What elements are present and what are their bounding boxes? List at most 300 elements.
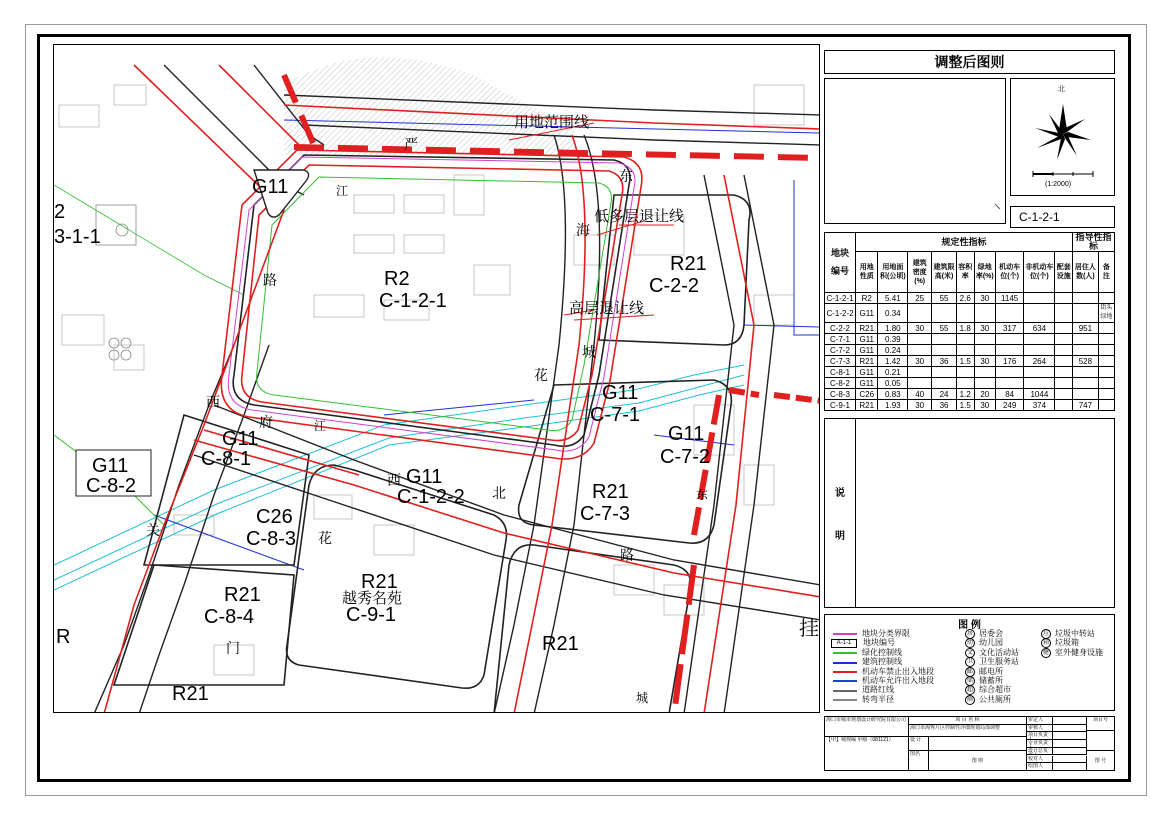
table-cell: 374 — [1024, 400, 1055, 411]
tb-designer-label: 设 计 — [909, 737, 929, 751]
tb-item-no: 项目号 — [1087, 717, 1115, 731]
parcel-label-code: C-8-2 — [86, 475, 137, 497]
table-cell: 街头绿地 — [1098, 304, 1114, 323]
table-cell — [1073, 389, 1099, 400]
tb-role-label: 项目负责 — [1027, 732, 1053, 740]
street-char: R — [56, 626, 71, 648]
legend-item — [965, 667, 1019, 676]
table-cell: 24 — [932, 389, 957, 400]
table-cell — [1055, 356, 1073, 367]
table-cell — [908, 304, 932, 323]
street-char: 府 — [259, 414, 273, 430]
table-cell — [1098, 334, 1114, 345]
legend-item — [965, 648, 1019, 657]
table-cell: 747 — [1073, 400, 1099, 411]
table-cell: 249 — [996, 400, 1024, 411]
parcel-label-code: 3-1-1 — [54, 226, 101, 248]
table-cell: G11 — [856, 378, 878, 389]
table-cell: 0.39 — [878, 334, 908, 345]
low-rise-setback-annotation: 低多层退让线 — [594, 208, 685, 225]
table-cell — [1098, 293, 1114, 304]
street-char: 花 — [318, 530, 332, 546]
legend-code-swatch: A-1-1 — [831, 639, 857, 648]
parcel-label-code: C-2-2 — [649, 275, 700, 297]
table-cell — [996, 304, 1024, 323]
tb-role-value — [1053, 740, 1087, 748]
parcel-label-use: G11 — [222, 428, 259, 450]
parcel-label-use: G11 — [406, 466, 443, 488]
table-cell: 2.6 — [956, 293, 974, 304]
table-cell: 176 — [996, 356, 1024, 367]
table-cell: 1.42 — [878, 356, 908, 367]
table-cell — [908, 378, 932, 389]
table-cell: 30 — [908, 356, 932, 367]
table-cell — [956, 367, 974, 378]
parcel-label-use: R21 — [224, 584, 261, 606]
tb-project: 海口市海秀片区控制性详细规划局部调整 — [909, 725, 1027, 737]
legend-item — [831, 657, 934, 666]
table-cell — [956, 304, 974, 323]
parcel-label-use: R21 — [172, 683, 209, 705]
high-rise-setback-annotation: 高层退让线 — [569, 300, 645, 317]
table-row — [825, 345, 1115, 356]
parcel-label-use: G11 — [252, 176, 289, 198]
legend-line-swatch — [831, 668, 859, 675]
parcel-label-code: C-8-1 — [201, 448, 252, 470]
legend-label: 转弯半径 — [862, 694, 894, 704]
legend-label: 储蓄所 — [979, 676, 1003, 686]
street-char: 江 — [336, 184, 349, 198]
north-label: 北 — [1058, 86, 1065, 93]
table-row — [825, 378, 1115, 389]
left-structures — [96, 205, 136, 360]
table-cell — [1098, 400, 1114, 411]
table-cell: 30 — [908, 400, 932, 411]
parcel-label-code: C-8-3 — [246, 528, 297, 550]
table-cell — [974, 367, 995, 378]
table-cell: 30 — [974, 356, 995, 367]
tb-org: 海口市城市规划设计研究院有限公司 — [825, 717, 909, 737]
table-cell — [908, 367, 932, 378]
legend-label: 垃圾箱 — [1055, 638, 1079, 648]
table-column-header: 用地性质 — [856, 252, 878, 293]
street-char: 花 — [534, 367, 548, 383]
street-char: 挂 — [799, 618, 819, 640]
hill-contours — [284, 57, 574, 155]
legend-item — [1041, 648, 1103, 657]
table-cell: G11 — [856, 334, 878, 345]
legend-item — [965, 685, 1019, 694]
table-cell: 0.05 — [878, 378, 908, 389]
plot-code: C-1-2-1 — [1010, 206, 1115, 228]
street-char: 严 — [404, 136, 418, 152]
table-cell: C-1-2-2 — [825, 304, 856, 323]
table-row — [825, 323, 1115, 334]
table-cell: R2 — [856, 293, 878, 304]
tb-designer-value — [929, 737, 1027, 751]
table-cell — [1073, 334, 1099, 345]
parcel-label-use: R21 — [542, 633, 579, 655]
table-row — [825, 400, 1115, 411]
table-cell — [1055, 293, 1073, 304]
table-cell — [1073, 304, 1099, 323]
table-cell — [956, 334, 974, 345]
parcel-label-use: R21 — [592, 481, 629, 503]
table-cell — [1073, 367, 1099, 378]
street-char: 海 — [576, 222, 590, 238]
table-column-header: 非机动车位(个) — [1024, 252, 1055, 293]
legend-facilities-a — [965, 629, 1019, 704]
table-cell — [1073, 293, 1099, 304]
table-cell — [1098, 389, 1114, 400]
legend-title: 图 例 — [958, 620, 981, 631]
facility-icon: 邮 — [966, 668, 973, 675]
table-cell: G11 — [856, 367, 878, 378]
table-cell: C-9-1 — [825, 400, 856, 411]
planning-map — [53, 44, 820, 713]
table-cell: 951 — [1073, 323, 1099, 334]
table-cell: 40 — [908, 389, 932, 400]
table-cell: 264 — [1024, 356, 1055, 367]
parcel-label-use: G11 — [92, 455, 129, 477]
legend-item — [965, 695, 1019, 704]
table-cell — [996, 334, 1024, 345]
table-cell — [1098, 367, 1114, 378]
table-cell: 634 — [1024, 323, 1055, 334]
legend-item — [965, 657, 1019, 666]
facility-icon: 超 — [966, 687, 973, 694]
street-char: 西 — [387, 472, 401, 488]
parcel-label-use: R21 — [670, 253, 707, 275]
table-cell — [996, 378, 1024, 389]
street-char: 城 — [582, 344, 596, 360]
table-column-header: 绿地率(%) — [974, 252, 995, 293]
legend-line-swatch — [831, 649, 859, 656]
tb-role-value — [1053, 725, 1087, 733]
facility-icon: 居 — [966, 631, 973, 637]
legend-label: 公共厕所 — [979, 694, 1011, 704]
table-cell: 1.5 — [956, 400, 974, 411]
legend-line-swatch — [831, 630, 859, 637]
legend-label: 机动车禁止出入地段 — [862, 666, 934, 676]
table-cell — [908, 345, 932, 356]
facility-icon: 储 — [966, 677, 973, 684]
key-map-canvas — [825, 79, 1005, 223]
table-cell: 1.93 — [878, 400, 908, 411]
table-cell — [1024, 367, 1055, 378]
table-header: 规定性指标 — [856, 233, 1073, 252]
table-row — [825, 334, 1115, 345]
legend-item — [831, 695, 934, 704]
table-cell: 1145 — [996, 293, 1024, 304]
table-cell: 1044 — [1024, 389, 1055, 400]
street-char: 路 — [620, 547, 634, 563]
boundary-annotation: 用地范围线 — [514, 114, 590, 131]
legend-item — [1041, 629, 1103, 638]
parcel-label-use: C26 — [256, 506, 293, 528]
tb-role-value — [1053, 748, 1087, 756]
table-cell: 84 — [996, 389, 1024, 400]
table-cell — [1024, 304, 1055, 323]
neighborhood-label: 越秀名苑 — [342, 590, 403, 607]
table-column-header: 居住人数(人) — [1073, 252, 1099, 293]
tb-role-value — [1053, 732, 1087, 740]
legend-line-swatch — [831, 677, 859, 684]
table-cell: 55 — [932, 323, 957, 334]
street-char: 西 — [206, 394, 220, 410]
table-cell: C-2-2 — [825, 323, 856, 334]
legend-label: 建筑控制线 — [862, 657, 902, 667]
legend-item — [965, 629, 1019, 638]
tb-drawing: 图 则 — [929, 751, 1027, 771]
table-cell — [932, 378, 957, 389]
table-column-header: 容积率 — [956, 252, 974, 293]
table-column-header: 配套设施 — [1055, 252, 1073, 293]
table-cell: C-7-1 — [825, 334, 856, 345]
legend-label: 邮电所 — [979, 666, 1003, 676]
parcel-label-code: C-9-1 — [346, 604, 397, 626]
tb-role-label: 校对人 — [1027, 756, 1053, 764]
table-cell — [974, 378, 995, 389]
legend-label: 道路红线 — [862, 685, 894, 695]
table-body — [825, 293, 1115, 411]
tb-role-label: 审定人 — [1027, 717, 1053, 725]
facility-icon: 箱 — [1042, 640, 1049, 647]
legend-item — [965, 638, 1019, 647]
title-block — [824, 716, 1115, 771]
legend-item — [831, 648, 934, 657]
tb-role-value — [1053, 756, 1087, 764]
table-column-header: 用地面积(公顷) — [878, 252, 908, 293]
table-cell: 1.80 — [878, 323, 908, 334]
table-cell: 30 — [974, 323, 995, 334]
table-cell — [1024, 345, 1055, 356]
table-cell — [1024, 334, 1055, 345]
scale-text: (1:2000) — [1045, 181, 1072, 188]
legend-lines — [831, 629, 934, 704]
parcel-label-code: C-7-2 — [660, 446, 711, 468]
table-cell — [1055, 378, 1073, 389]
legend-label: 室外健身设施 — [1055, 647, 1103, 657]
legend-label: 综合超市 — [979, 685, 1011, 695]
table-cell — [932, 334, 957, 345]
table-cell: G11 — [856, 345, 878, 356]
table-cell: 36 — [932, 400, 957, 411]
street-char: 城 — [636, 691, 649, 705]
legend-label: 机动车允许出入地段 — [862, 675, 934, 685]
facility-icon: 垃 — [1042, 631, 1049, 637]
street-char: 东 — [619, 168, 633, 184]
table-cell — [1024, 378, 1055, 389]
table-cell: 0.83 — [878, 389, 908, 400]
table-cell: 20 — [974, 389, 995, 400]
table-cell: 30 — [908, 323, 932, 334]
facility-icon: 厕 — [966, 696, 973, 703]
parcel-label-use: 2 — [54, 201, 66, 223]
table-cell: 1.5 — [956, 356, 974, 367]
tb-role-label: 审核人 — [1027, 725, 1053, 733]
table-cell: 0.34 — [878, 304, 908, 323]
tb-role-label: 专业负责 — [1027, 740, 1053, 748]
legend-item — [1041, 638, 1103, 647]
legend-item — [831, 638, 934, 647]
legend-item — [831, 629, 934, 638]
table-row — [825, 389, 1115, 400]
table-cell — [1055, 345, 1073, 356]
table-cell — [974, 345, 995, 356]
tb-role-value — [1053, 763, 1087, 771]
index-table — [824, 232, 1115, 411]
table-cell — [1055, 334, 1073, 345]
table-header-text: 地块 — [830, 248, 849, 258]
legend-label: 居委会 — [979, 629, 1003, 639]
table-cell: 36 — [932, 356, 957, 367]
tb-role-label: 设计总负 — [1027, 748, 1053, 756]
table-column-header: 备注 — [1098, 252, 1114, 293]
table-column-header: 建筑密度(%) — [908, 252, 932, 293]
table-cell — [1098, 345, 1114, 356]
table-row — [825, 293, 1115, 304]
legend-line-swatch — [831, 696, 859, 703]
street-char: 关 — [146, 522, 160, 538]
table-column-header: 建筑限高(米) — [932, 252, 957, 293]
legend-label: 幼儿园 — [979, 638, 1003, 648]
legend-label: 卫生服务站 — [979, 657, 1019, 667]
table-cell — [974, 304, 995, 323]
street-char: 北 — [492, 485, 506, 501]
panel-title: 调整后图则 — [824, 50, 1115, 74]
parcel-label-use: R2 — [384, 268, 410, 290]
table-cell: 0.24 — [878, 345, 908, 356]
notes-side-label — [825, 419, 856, 607]
table-cell — [1055, 389, 1073, 400]
table-row — [825, 367, 1115, 378]
table-cell: 528 — [1073, 356, 1099, 367]
table-cell — [956, 378, 974, 389]
table-cell — [1073, 345, 1099, 356]
table-cell — [932, 304, 957, 323]
parcel-label-code: C-8-4 — [204, 606, 255, 628]
parcel-label-code: C-7-1 — [590, 404, 641, 426]
legend-item — [831, 676, 934, 685]
table-cell — [1098, 323, 1114, 334]
table-cell: 30 — [974, 400, 995, 411]
table-row — [825, 356, 1115, 367]
tb-item-value — [1087, 731, 1115, 751]
table-cell: 1.2 — [956, 389, 974, 400]
table-cell: 1.8 — [956, 323, 974, 334]
parcel-label-code: C-1-2-1 — [379, 290, 447, 312]
key-map — [824, 78, 1006, 224]
compass-panel — [1010, 78, 1115, 196]
table-cell: 0.21 — [878, 367, 908, 378]
legend-label: 文化活动站 — [979, 647, 1019, 657]
notes-panel — [824, 418, 1115, 608]
table-cell — [974, 334, 995, 345]
table-cell — [1055, 323, 1073, 334]
legend-item — [831, 667, 934, 676]
table-cell: C26 — [856, 389, 878, 400]
table-cell — [996, 345, 1024, 356]
facility-icon: 文 — [966, 649, 973, 656]
table-header-text: 编号 — [830, 266, 849, 276]
table-cell — [1098, 378, 1114, 389]
parcel-label-code: C-7-3 — [580, 503, 631, 525]
road-edges — [94, 65, 820, 713]
table-cell: 25 — [908, 293, 932, 304]
legend-label: 垃圾中转站 — [1055, 629, 1095, 639]
table-cell: G11 — [856, 304, 878, 323]
table-cell: 317 — [996, 323, 1024, 334]
table-cell — [1024, 293, 1055, 304]
table-cell: C-8-3 — [825, 389, 856, 400]
notes-label-char: 说 — [835, 488, 845, 499]
table-cell: R21 — [856, 356, 878, 367]
legend-facilities-b — [1041, 629, 1103, 657]
table-header — [825, 233, 856, 293]
parcel-label-use: G11 — [602, 382, 639, 404]
table-column-headers — [825, 252, 1115, 293]
table-cell — [1055, 367, 1073, 378]
table-cell: C-1-2-1 — [826, 293, 854, 303]
legend-line-swatch — [831, 687, 859, 694]
tb-cert: 【甲】城规编 甲级（081121） — [825, 737, 909, 771]
parcel-label-use: R21 — [361, 571, 398, 593]
table-cell: R21 — [856, 323, 878, 334]
legend-line-swatch — [831, 659, 859, 666]
table-cell — [1098, 356, 1114, 367]
tb-project-label: 项 目 名 称 — [909, 717, 1027, 725]
notes-label-char: 明 — [835, 531, 845, 542]
tb-role-label: 绘图人 — [1027, 763, 1053, 771]
table-cell: C-7-3 — [825, 356, 856, 367]
map-canvas — [54, 45, 820, 713]
table-cell — [1055, 400, 1073, 411]
street-char: 路 — [263, 272, 277, 288]
table-cell: 30 — [974, 293, 995, 304]
facility-icon: 幼 — [966, 640, 973, 647]
tb-role-value — [1053, 717, 1087, 725]
table-cell — [932, 367, 957, 378]
legend-label: 地块编号 — [863, 638, 895, 648]
info-panel — [820, 44, 1125, 773]
table-cell — [908, 334, 932, 345]
tb-sheet-no: 图 号 — [1087, 751, 1115, 771]
parcel-label-code: C-1-2-2 — [397, 486, 465, 508]
legend-label: 绿化控制线 — [862, 647, 902, 657]
table-cell: C-8-2 — [825, 378, 856, 389]
table-cell — [932, 345, 957, 356]
street-char: 江 — [314, 419, 327, 433]
table-cell: 5.41 — [878, 293, 908, 304]
legend-item — [965, 676, 1019, 685]
facility-icon: 健 — [1042, 649, 1049, 656]
legend-item — [831, 685, 934, 694]
street-char: 东 — [696, 488, 709, 502]
parcel-label-use: G11 — [668, 423, 705, 445]
tb-drawing-label: 图名 — [909, 751, 929, 771]
table-header: 指导性指标 — [1073, 233, 1115, 252]
table-cell — [1073, 378, 1099, 389]
legend-label: 地块分类界限 — [862, 629, 910, 638]
table-cell: 55 — [932, 293, 957, 304]
table-cell: C-8-1 — [825, 367, 856, 378]
table-cell: C-7-2 — [825, 345, 856, 356]
table-column-header: 机动车位(个) — [996, 252, 1024, 293]
table-row — [825, 304, 1115, 323]
table-cell — [996, 367, 1024, 378]
table-cell: R21 — [856, 400, 878, 411]
